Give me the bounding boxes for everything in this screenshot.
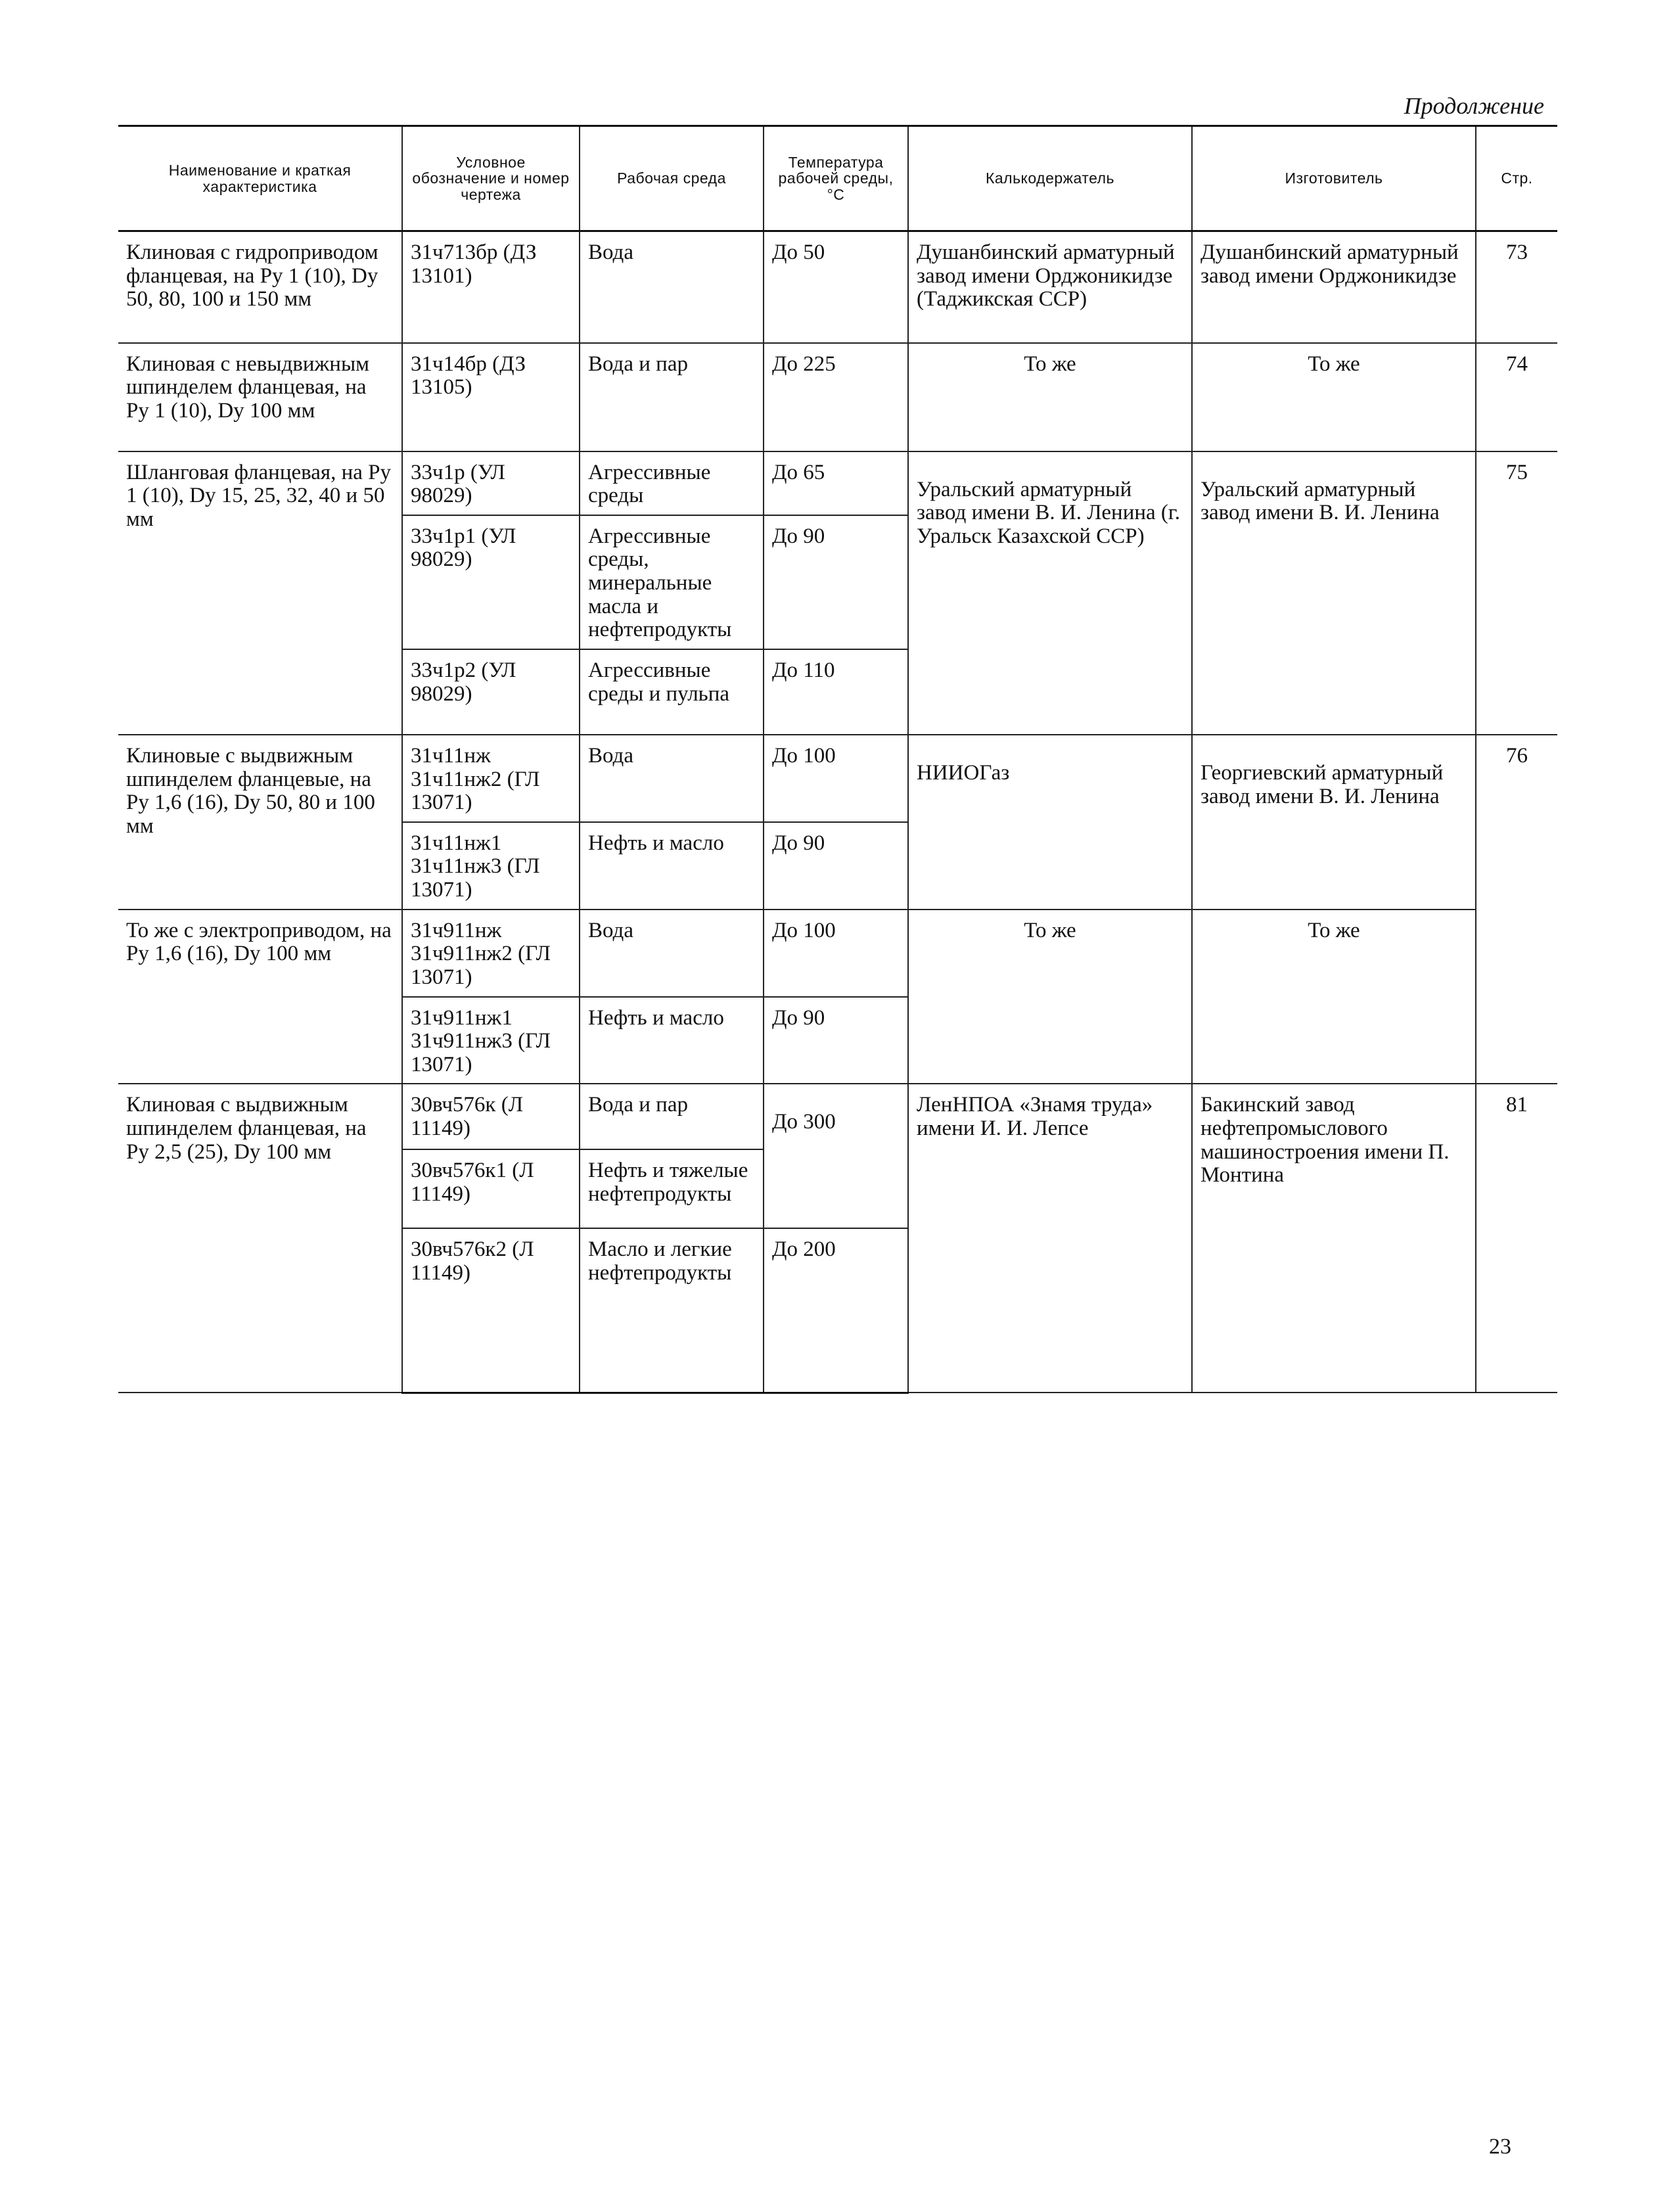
cell-maker: То же (1192, 910, 1476, 1084)
cell-holder: НИИОГаз (908, 735, 1192, 910)
cell-page: 81 (1476, 1084, 1557, 1393)
table-row (118, 451, 1557, 515)
continuation-label: Продолжение (1404, 93, 1544, 119)
cell-maker: Бакинский завод нефтепромыслового машиностроения имени П. Монтина (1192, 1084, 1476, 1393)
cell-temperature: До 200 (764, 1228, 908, 1393)
cell-designation: 33ч1р (УЛ 98029) (402, 451, 580, 515)
col-header-designation: Условное обозначение и номер чертежа (402, 126, 580, 231)
cell-designation: 31ч713бр (ДЗ 13101) (402, 231, 580, 343)
cell-temperature: До 110 (764, 649, 908, 735)
cell-temperature: До 90 (764, 997, 908, 1084)
cell-designation: 31ч14бр (ДЗ 13105) (402, 343, 580, 451)
cell-holder: ЛенНПОА «Знамя труда» имени И. И. Лепсе (908, 1084, 1192, 1393)
cell-page: 74 (1476, 343, 1557, 451)
cell-temperature: До 50 (764, 231, 908, 343)
cell-page: 76 (1476, 735, 1557, 1084)
table-row (118, 343, 1557, 451)
cell-medium: Вода (580, 910, 764, 997)
cell-name: Клиновая с невыдвижным шпинделем фланцевая, на Pу 1 (10), Dу 100 мм (118, 343, 402, 451)
col-header-medium: Рабочая среда (580, 126, 764, 231)
cell-page: 75 (1476, 451, 1557, 735)
cell-designation: 33ч1р1 (УЛ 98029) (402, 515, 580, 649)
cell-medium: Агрессивные среды, минеральные масла и нефтепродукты (580, 515, 764, 649)
cell-maker: То же (1192, 343, 1476, 451)
col-header-maker: Изготовитель (1192, 126, 1476, 231)
col-header-temperature: Температура рабочей среды, °С (764, 126, 908, 231)
cell-temperature: До 90 (764, 515, 908, 649)
cell-designation: 33ч1р2 (УЛ 98029) (402, 649, 580, 735)
cell-medium: Вода и пар (580, 1084, 764, 1149)
cell-name: Клиновая с гидроприводом фланцевая, на Pу 1 (10), Dу 50, 80, 100 и 150 мм (118, 231, 402, 343)
cell-holder: Уральский арматурный завод имени В. И. Ленина (г. Уральск Казахской ССР) (908, 451, 1192, 735)
table-row (118, 231, 1557, 343)
table-row (118, 735, 1557, 822)
cell-designation: 31ч11нж 31ч11нж2 (ГЛ 13071) (402, 735, 580, 822)
cell-holder: То же (908, 910, 1192, 1084)
cell-designation: 30вч576к2 (Л 11149) (402, 1228, 580, 1393)
cell-medium: Агрессивные среды (580, 451, 764, 515)
cell-medium: Агрессивные среды и пульпа (580, 649, 764, 735)
cell-medium: Масло и легкие нефтепродукты (580, 1228, 764, 1393)
col-header-name: Наименование и краткая характеристика (118, 126, 402, 231)
cell-holder: То же (908, 343, 1192, 451)
cell-maker: Георгиевский арматурный завод имени В. И. Ленина (1192, 735, 1476, 910)
cell-holder: Душанбинский арматурный завод имени Орджоникидзе (Таджикская ССР) (908, 231, 1192, 343)
cell-temperature: До 90 (764, 822, 908, 910)
cell-medium: Вода (580, 735, 764, 822)
cell-temperature: До 65 (764, 451, 908, 515)
cell-designation: 31ч911нж1 31ч911нж3 (ГЛ 13071) (402, 997, 580, 1084)
cell-name: То же с электроприводом, на Pу 1,6 (16), Dу 100 мм (118, 910, 402, 1084)
cell-medium: Вода (580, 231, 764, 343)
cell-maker: Уральский арматурный завод имени В. И. Ленина (1192, 451, 1476, 735)
col-header-holder: Калькодержатель (908, 126, 1192, 231)
table-header-row (118, 126, 1557, 231)
cell-medium: Вода и пар (580, 343, 764, 451)
col-header-page: Стр. (1476, 126, 1557, 231)
cell-temperature: До 100 (764, 735, 908, 822)
cell-maker: Душанбинский арматурный завод имени Орджоникидзе (1192, 231, 1476, 343)
cell-medium: Нефть и масло (580, 822, 764, 910)
cell-temperature: До 100 (764, 910, 908, 997)
cell-name: Клиновая с выдвижным шпинделем фланцевая, на Pу 2,5 (25), Dу 100 мм (118, 1084, 402, 1393)
cell-temperature: До 225 (764, 343, 908, 451)
cell-name: Шланговая фланцевая, на Pу 1 (10), Dу 15, 25, 32, 40 и 50 мм (118, 451, 402, 735)
cell-medium: Нефть и тяжелые нефтепродукты (580, 1149, 764, 1228)
table-row (118, 910, 1557, 997)
table-row (118, 1084, 1557, 1149)
cell-designation: 30вч576к (Л 11149) (402, 1084, 580, 1149)
cell-designation: 31ч11нж1 31ч11нж3 (ГЛ 13071) (402, 822, 580, 910)
cell-designation: 31ч911нж 31ч911нж2 (ГЛ 13071) (402, 910, 580, 997)
cell-temperature: До 300 (764, 1084, 908, 1228)
cell-name: Клиновые с выдвижным шпинделем фланцевые, на Pу 1,6 (16), Dу 50, 80 и 100 мм (118, 735, 402, 910)
valves-table (118, 125, 1557, 1394)
cell-page: 73 (1476, 231, 1557, 343)
page-number: 23 (1489, 2134, 1511, 2159)
cell-designation: 30вч576к1 (Л 11149) (402, 1149, 580, 1228)
cell-medium: Нефть и масло (580, 997, 764, 1084)
